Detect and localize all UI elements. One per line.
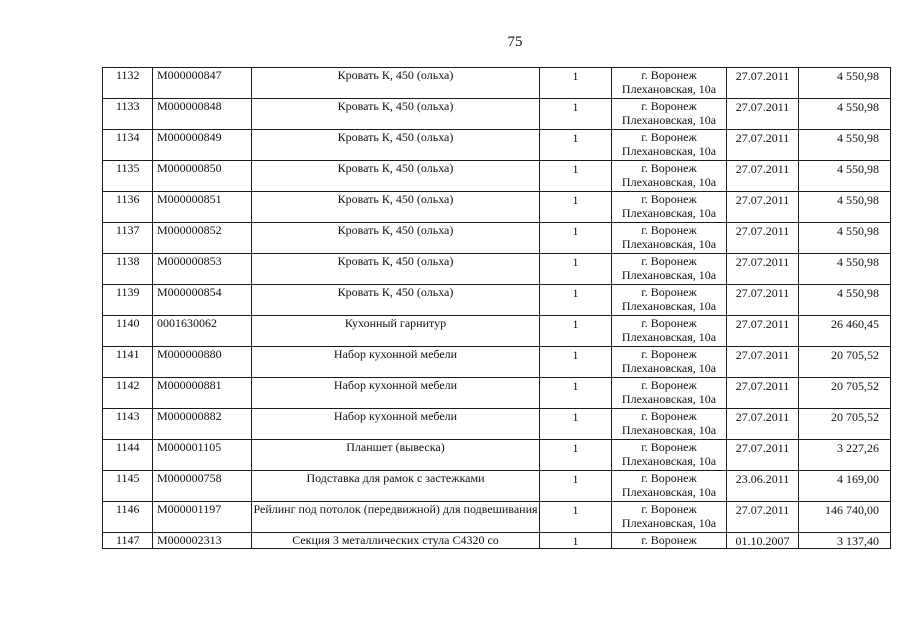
- amount-cell: 3 137,40: [799, 533, 891, 549]
- address-city: г. Воронеж: [641, 440, 697, 454]
- amount-cell: 4 550,98: [799, 254, 891, 285]
- address-city: г. Воронеж: [641, 471, 697, 485]
- row-number-cell: 1141: [103, 347, 153, 378]
- date-cell: 01.10.2007: [727, 533, 799, 549]
- quantity-cell: 1: [540, 99, 612, 130]
- inventory-code-cell: M000000851: [153, 192, 252, 223]
- table-row: [103, 440, 891, 471]
- item-name-cell: Планшет (вывеска): [252, 440, 540, 471]
- item-name-cell: Кровать К, 450 (ольха): [252, 192, 540, 223]
- table-row: [103, 502, 891, 533]
- inventory-table: [102, 67, 891, 549]
- date-cell: 27.07.2011: [727, 68, 799, 99]
- inventory-code-cell: M000000849: [153, 130, 252, 161]
- address-street: Плехановская, 10а: [621, 516, 717, 530]
- inventory-code-cell: M000000882: [153, 409, 252, 440]
- address-street: Плехановская, 10а: [621, 330, 717, 344]
- amount-cell: 4 550,98: [799, 223, 891, 254]
- quantity-cell: 1: [540, 502, 612, 533]
- inventory-code-cell: M000000850: [153, 161, 252, 192]
- item-name-cell: Подставка для рамок с застежками: [252, 471, 540, 502]
- address-city: г. Воронеж: [641, 347, 697, 361]
- date-cell: 27.07.2011: [727, 502, 799, 533]
- inventory-code-cell: 0001630062: [153, 316, 252, 347]
- table-row: [103, 68, 891, 99]
- row-number-cell: 1137: [103, 223, 153, 254]
- quantity-cell: 1: [540, 347, 612, 378]
- address-city: г. Воронеж: [641, 378, 697, 392]
- inventory-code-cell: M000001197: [153, 502, 252, 533]
- row-number-cell: 1147: [103, 533, 153, 549]
- row-number-cell: 1133: [103, 99, 153, 130]
- table-row: [103, 99, 891, 130]
- date-cell: 27.07.2011: [727, 316, 799, 347]
- date-cell: 27.07.2011: [727, 254, 799, 285]
- row-number-cell: 1134: [103, 130, 153, 161]
- date-cell: 27.07.2011: [727, 378, 799, 409]
- row-number-cell: 1144: [103, 440, 153, 471]
- address-city: г. Воронеж: [641, 99, 697, 113]
- address-street: Плехановская, 10а: [621, 392, 717, 406]
- address-city: г. Воронеж: [641, 254, 697, 268]
- address-cell: [612, 223, 727, 254]
- table-row: [103, 285, 891, 316]
- quantity-cell: 1: [540, 192, 612, 223]
- amount-cell: 20 705,52: [799, 347, 891, 378]
- amount-cell: 3 227,26: [799, 440, 891, 471]
- date-cell: 27.07.2011: [727, 409, 799, 440]
- quantity-cell: 1: [540, 161, 612, 192]
- row-number-cell: 1138: [103, 254, 153, 285]
- row-number-cell: 1140: [103, 316, 153, 347]
- item-name-cell: Кровать К, 450 (ольха): [252, 130, 540, 161]
- amount-cell: 146 740,00: [799, 502, 891, 533]
- address-street: Плехановская, 10а: [621, 454, 717, 468]
- inventory-code-cell: M000000854: [153, 285, 252, 316]
- address-street: Плехановская, 10а: [621, 113, 717, 127]
- address-street: Плехановская, 10а: [621, 144, 717, 158]
- table-row: [103, 409, 891, 440]
- address-street: Плехановская, 10а: [621, 268, 717, 282]
- table-row: [103, 316, 891, 347]
- amount-cell: 4 169,00: [799, 471, 891, 502]
- row-number-cell: 1136: [103, 192, 153, 223]
- address-cell: [612, 502, 727, 533]
- quantity-cell: 1: [540, 378, 612, 409]
- table-row: [103, 161, 891, 192]
- date-cell: 27.07.2011: [727, 192, 799, 223]
- quantity-cell: 1: [540, 254, 612, 285]
- table-body: [103, 68, 891, 549]
- address-street: Плехановская, 10а: [621, 299, 717, 313]
- address-cell: [612, 161, 727, 192]
- address-street: Плехановская, 10а: [621, 485, 717, 499]
- address-street: Плехановская, 10а: [621, 82, 717, 96]
- address-cell: [612, 347, 727, 378]
- address-street: Плехановская, 10а: [621, 206, 717, 220]
- address-city: г. Воронеж: [641, 161, 697, 175]
- inventory-code-cell: M000002313: [153, 533, 252, 549]
- address-city: г. Воронеж: [641, 502, 697, 516]
- address-city: г. Воронеж: [641, 223, 697, 237]
- address-cell: [612, 409, 727, 440]
- address-cell: [612, 285, 727, 316]
- row-number-cell: 1135: [103, 161, 153, 192]
- item-name-cell: Кровать К, 450 (ольха): [252, 254, 540, 285]
- item-name-cell: Кровать К, 450 (ольха): [252, 285, 540, 316]
- row-number-cell: 1139: [103, 285, 153, 316]
- item-name-cell: Набор кухонной мебели: [252, 347, 540, 378]
- table-row: [103, 378, 891, 409]
- inventory-code-cell: M000000881: [153, 378, 252, 409]
- address-cell: [612, 533, 727, 549]
- inventory-code-cell: M000000852: [153, 223, 252, 254]
- amount-cell: 20 705,52: [799, 378, 891, 409]
- row-number-cell: 1132: [103, 68, 153, 99]
- address-cell: [612, 440, 727, 471]
- amount-cell: 4 550,98: [799, 68, 891, 99]
- table-row: [103, 471, 891, 502]
- item-name-cell: Кухонный гарнитур: [252, 316, 540, 347]
- date-cell: 27.07.2011: [727, 223, 799, 254]
- inventory-code-cell: M000000848: [153, 99, 252, 130]
- quantity-cell: 1: [540, 316, 612, 347]
- quantity-cell: 1: [540, 533, 612, 549]
- amount-cell: 4 550,98: [799, 130, 891, 161]
- address-city: г. Воронеж: [641, 409, 697, 423]
- table-row: [103, 347, 891, 378]
- address-city: г. Воронеж: [641, 316, 697, 330]
- address-cell: [612, 130, 727, 161]
- address-street: Плехановская, 10а: [621, 237, 717, 251]
- quantity-cell: 1: [540, 130, 612, 161]
- row-number-cell: 1142: [103, 378, 153, 409]
- item-name-cell: Секция 3 металлических стула С4320 со: [252, 533, 540, 549]
- inventory-code-cell: M000000880: [153, 347, 252, 378]
- table-row: [103, 533, 891, 549]
- address-street: Плехановская, 10а: [621, 175, 717, 189]
- address-city: г. Воронеж: [641, 130, 697, 144]
- date-cell: 27.07.2011: [727, 130, 799, 161]
- quantity-cell: 1: [540, 440, 612, 471]
- date-cell: 27.07.2011: [727, 161, 799, 192]
- address-street: Плехановская, 10а: [621, 423, 717, 437]
- inventory-code-cell: M000000847: [153, 68, 252, 99]
- amount-cell: 26 460,45: [799, 316, 891, 347]
- amount-cell: 4 550,98: [799, 99, 891, 130]
- address-cell: [612, 68, 727, 99]
- row-number-cell: 1143: [103, 409, 153, 440]
- item-name-cell: Кровать К, 450 (ольха): [252, 99, 540, 130]
- table-row: [103, 223, 891, 254]
- address-city: г. Воронеж: [641, 533, 697, 547]
- address-city: г. Воронеж: [641, 285, 697, 299]
- quantity-cell: 1: [540, 471, 612, 502]
- inventory-code-cell: M000000758: [153, 471, 252, 502]
- address-city: г. Воронеж: [641, 192, 697, 206]
- amount-cell: 4 550,98: [799, 285, 891, 316]
- address-cell: [612, 316, 727, 347]
- address-cell: [612, 99, 727, 130]
- quantity-cell: 1: [540, 223, 612, 254]
- table-row: [103, 130, 891, 161]
- page-number: 75: [507, 34, 523, 50]
- amount-cell: 4 550,98: [799, 161, 891, 192]
- row-number-cell: 1146: [103, 502, 153, 533]
- address-cell: [612, 192, 727, 223]
- date-cell: 27.07.2011: [727, 285, 799, 316]
- inventory-code-cell: M000001105: [153, 440, 252, 471]
- row-number-cell: 1145: [103, 471, 153, 502]
- table-row: [103, 254, 891, 285]
- date-cell: 27.07.2011: [727, 440, 799, 471]
- address-street: Плехановская, 10а: [621, 361, 717, 375]
- amount-cell: 20 705,52: [799, 409, 891, 440]
- table-row: [103, 192, 891, 223]
- item-name-cell: Набор кухонной мебели: [252, 378, 540, 409]
- inventory-code-cell: M000000853: [153, 254, 252, 285]
- amount-cell: 4 550,98: [799, 192, 891, 223]
- item-name-cell: Набор кухонной мебели: [252, 409, 540, 440]
- item-name-cell: Рейлинг под потолок (передвижной) для подвешивания: [252, 502, 540, 533]
- item-name-cell: Кровать К, 450 (ольха): [252, 161, 540, 192]
- quantity-cell: 1: [540, 409, 612, 440]
- item-name-cell: Кровать К, 450 (ольха): [252, 68, 540, 99]
- date-cell: 27.07.2011: [727, 347, 799, 378]
- item-name-cell: Кровать К, 450 (ольха): [252, 223, 540, 254]
- address-city: г. Воронеж: [641, 68, 697, 82]
- date-cell: 23.06.2011: [727, 471, 799, 502]
- address-cell: [612, 254, 727, 285]
- address-cell: [612, 378, 727, 409]
- date-cell: 27.07.2011: [727, 99, 799, 130]
- quantity-cell: 1: [540, 68, 612, 99]
- address-cell: [612, 471, 727, 502]
- quantity-cell: 1: [540, 285, 612, 316]
